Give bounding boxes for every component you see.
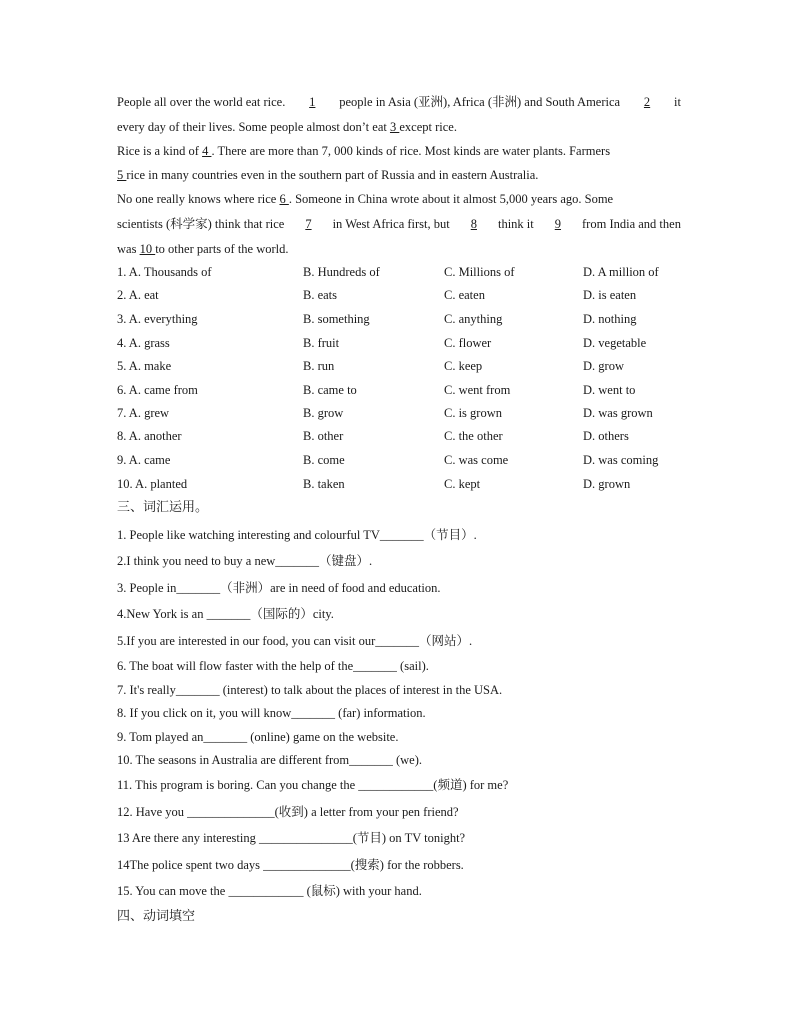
question-line: 1. People like watching interesting and colourful TV_______（节目）.	[117, 528, 477, 542]
passage-text: it	[674, 95, 681, 109]
section-heading-verb-fill: 四、动词填空	[117, 909, 196, 924]
question-line: 12. Have you ______________(收到) a letter from your pen friend?	[117, 805, 459, 819]
option-d: D. went to	[583, 383, 636, 397]
passage-line-4	[117, 167, 681, 183]
option-d: D. was grown	[583, 406, 653, 420]
question-line: 9. Tom played an_______ (online) game on the website.	[117, 730, 399, 744]
option-c: C. the other	[444, 429, 503, 443]
option-c: C. Millions of	[444, 265, 515, 279]
question-line: 13 Are there any interesting _______________(节目) on TV tonight?	[117, 831, 466, 845]
question-line: 11. This program is boring. Can you change the ____________(频道) for me?	[117, 778, 509, 792]
passage-text: think it	[497, 217, 534, 231]
option-b: B. Hundreds of	[303, 265, 380, 279]
option-d: D. others	[583, 429, 629, 443]
passage-text: . Someone in China wrote about it almost 5,000 years ago. Some	[288, 192, 614, 206]
option-row	[117, 405, 677, 421]
passage-line-6	[117, 216, 681, 232]
option-a: 5. A. make	[117, 359, 172, 373]
passage-text: in West Africa first, but	[332, 217, 450, 231]
option-b: B. run	[303, 359, 335, 373]
question-line: 14The police spent two days ______________(搜索) for the robbers.	[117, 858, 464, 872]
option-a: 3. A. everything	[117, 312, 198, 326]
passage-text: Rice is a kind of	[117, 144, 199, 158]
question-line: 10. The seasons in Australia are different from_______ (we).	[117, 753, 423, 767]
option-row	[117, 358, 677, 374]
option-b: B. something	[303, 312, 370, 326]
passage-line-2	[117, 119, 681, 135]
option-d: D. nothing	[583, 312, 637, 326]
option-a: 8. A. another	[117, 429, 182, 443]
passage-text: . There are more than 7, 000 kinds of rice. Most kinds are water plants. Farmers	[211, 144, 611, 158]
blank-5: 5	[117, 168, 127, 182]
blank-1: 1	[309, 95, 316, 109]
passage-line-5	[117, 191, 681, 207]
option-b: B. came to	[303, 383, 357, 397]
blank-8: 8	[470, 217, 477, 231]
passage-text: scientists (科学家) think that rice	[117, 217, 285, 231]
option-d: D. vegetable	[583, 336, 647, 350]
question-line: 8. If you click on it, you will know_______ (far) information.	[117, 706, 426, 720]
passage-text: from India and then	[582, 217, 681, 231]
option-b: B. come	[303, 453, 345, 467]
option-a: 9. A. came	[117, 453, 171, 467]
option-b: B. taken	[303, 477, 345, 491]
question-line: 3. People in_______（非洲）are in need of food and education.	[117, 581, 441, 595]
option-c: C. anything	[444, 312, 503, 326]
question-line: 5.If you are interested in our food, you can visit our_______（网站）.	[117, 634, 473, 648]
option-b: B. fruit	[303, 336, 340, 350]
passage-text: to other parts of the world.	[155, 242, 289, 256]
option-row	[117, 264, 677, 280]
option-a: 2. A. eat	[117, 288, 159, 302]
passage-line-1	[117, 94, 681, 110]
option-d: D. grown	[583, 477, 631, 491]
question-line: 4.New York is an _______（国际的）city.	[117, 607, 334, 621]
blank-6: 6	[279, 192, 289, 206]
passage-text: was	[117, 242, 137, 256]
question-line: 7. It's really_______ (interest) to talk about the places of interest in the USA.	[117, 683, 503, 697]
option-row	[117, 428, 677, 444]
option-a: 10. A. planted	[117, 477, 188, 491]
question-line: 2.I think you need to buy a new_______（键盘）.	[117, 554, 373, 568]
option-a: 7. A. grew	[117, 406, 170, 420]
option-b: B. other	[303, 429, 344, 443]
option-c: C. eaten	[444, 288, 485, 302]
passage-text: except rice.	[399, 120, 457, 134]
option-c: C. kept	[444, 477, 481, 491]
question-line: 15. You can move the ____________ (鼠标) with your hand.	[117, 884, 422, 898]
passage-text: People all over the world eat rice.	[117, 95, 286, 109]
blank-10: 10	[139, 242, 156, 256]
passage-line-3	[117, 143, 681, 159]
option-row	[117, 452, 677, 468]
option-d: D. grow	[583, 359, 624, 373]
option-c: C. is grown	[444, 406, 502, 420]
option-row	[117, 335, 677, 351]
section-heading-vocabulary: 三、词汇运用。	[117, 500, 209, 515]
blank-3: 3	[389, 120, 400, 134]
option-c: C. went from	[444, 383, 511, 397]
option-a: 1. A. Thousands of	[117, 265, 212, 279]
option-c: C. keep	[444, 359, 483, 373]
option-row	[117, 311, 677, 327]
option-d: D. A million of	[583, 265, 659, 279]
option-a: 6. A. came from	[117, 383, 198, 397]
blank-7: 7	[305, 217, 312, 231]
passage-text: every day of their lives. Some people almost don’t eat	[117, 120, 387, 134]
option-row	[117, 382, 677, 398]
blank-2: 2	[643, 95, 651, 109]
question-line: 6. The boat will flow faster with the help of the_______ (sail).	[117, 659, 429, 673]
option-c: C. was come	[444, 453, 509, 467]
option-row	[117, 476, 677, 492]
option-a: 4. A. grass	[117, 336, 170, 350]
blank-9: 9	[554, 217, 562, 231]
passage-text: No one really knows where rice	[117, 192, 277, 206]
blank-4: 4	[202, 144, 212, 158]
option-row	[117, 287, 677, 303]
passage-text: rice in many countries even in the southern part of Russia and in eastern Australia.	[126, 168, 539, 182]
option-d: D. is eaten	[583, 288, 637, 302]
option-c: C. flower	[444, 336, 492, 350]
passage-line-7	[117, 241, 681, 257]
passage-text: people in Asia (亚洲), Africa (非洲) and South America	[339, 95, 621, 109]
option-b: B. grow	[303, 406, 344, 420]
option-d: D. was coming	[583, 453, 659, 467]
option-b: B. eats	[303, 288, 338, 302]
